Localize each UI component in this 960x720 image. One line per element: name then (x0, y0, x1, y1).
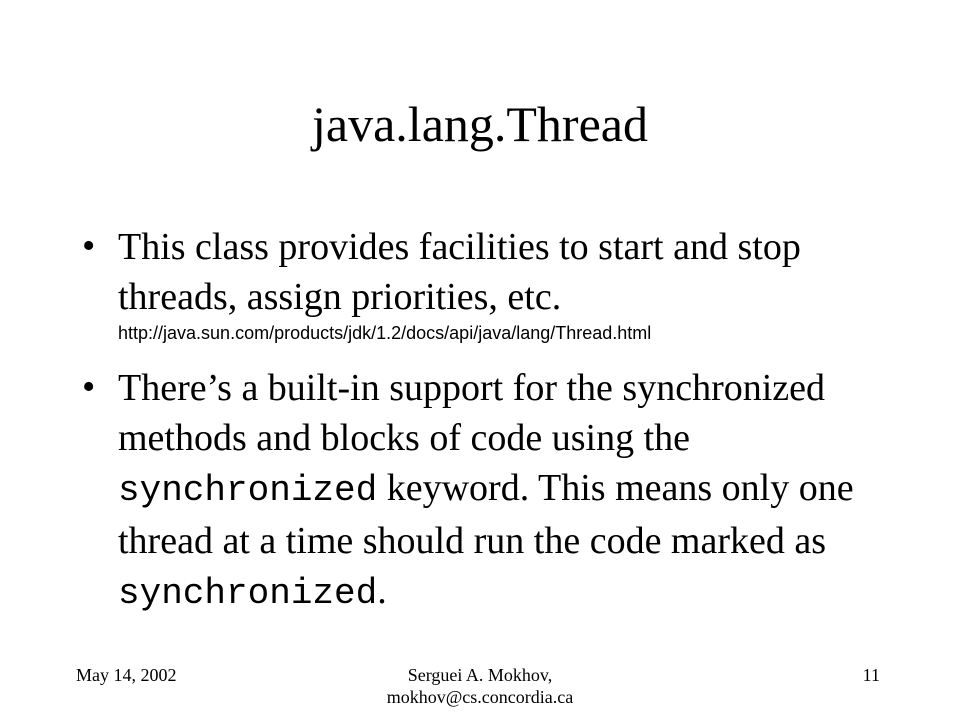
bullet-sentence-part: There’s a built-in support for the synchronized methods and blocks of code using the (118, 367, 826, 459)
bullet-sentence-part: keyword. This means only one thread at a time should run the code marked as (118, 467, 854, 562)
footer-date: May 14, 2002 (76, 665, 177, 685)
code-keyword: synchronized (118, 573, 378, 614)
bullet-sentence-part: . (377, 570, 387, 612)
author-name: Serguei A. Mokhov, (407, 665, 553, 685)
slide-title: java.lang.Thread (312, 96, 648, 152)
bullet-text (118, 222, 882, 346)
bullet-marker: • (82, 225, 96, 267)
bullet-sentence: This class provides facilities to start and stop threads, assign priorities, etc. (118, 226, 801, 318)
bullet-marker: • (82, 366, 96, 408)
code-keyword: synchronized (118, 470, 378, 511)
bullet-item (82, 222, 882, 346)
author-email: mokhov@cs.concordia.ca (386, 687, 574, 707)
api-url-link[interactable]: http://java.sun.com/products/jdk/1.2/docs/api/java/lang/Thread.html (118, 323, 652, 343)
page-number: 11 (862, 665, 880, 685)
bullet-text (118, 363, 882, 619)
bullet-item (82, 363, 882, 619)
footer-author (330, 664, 630, 708)
